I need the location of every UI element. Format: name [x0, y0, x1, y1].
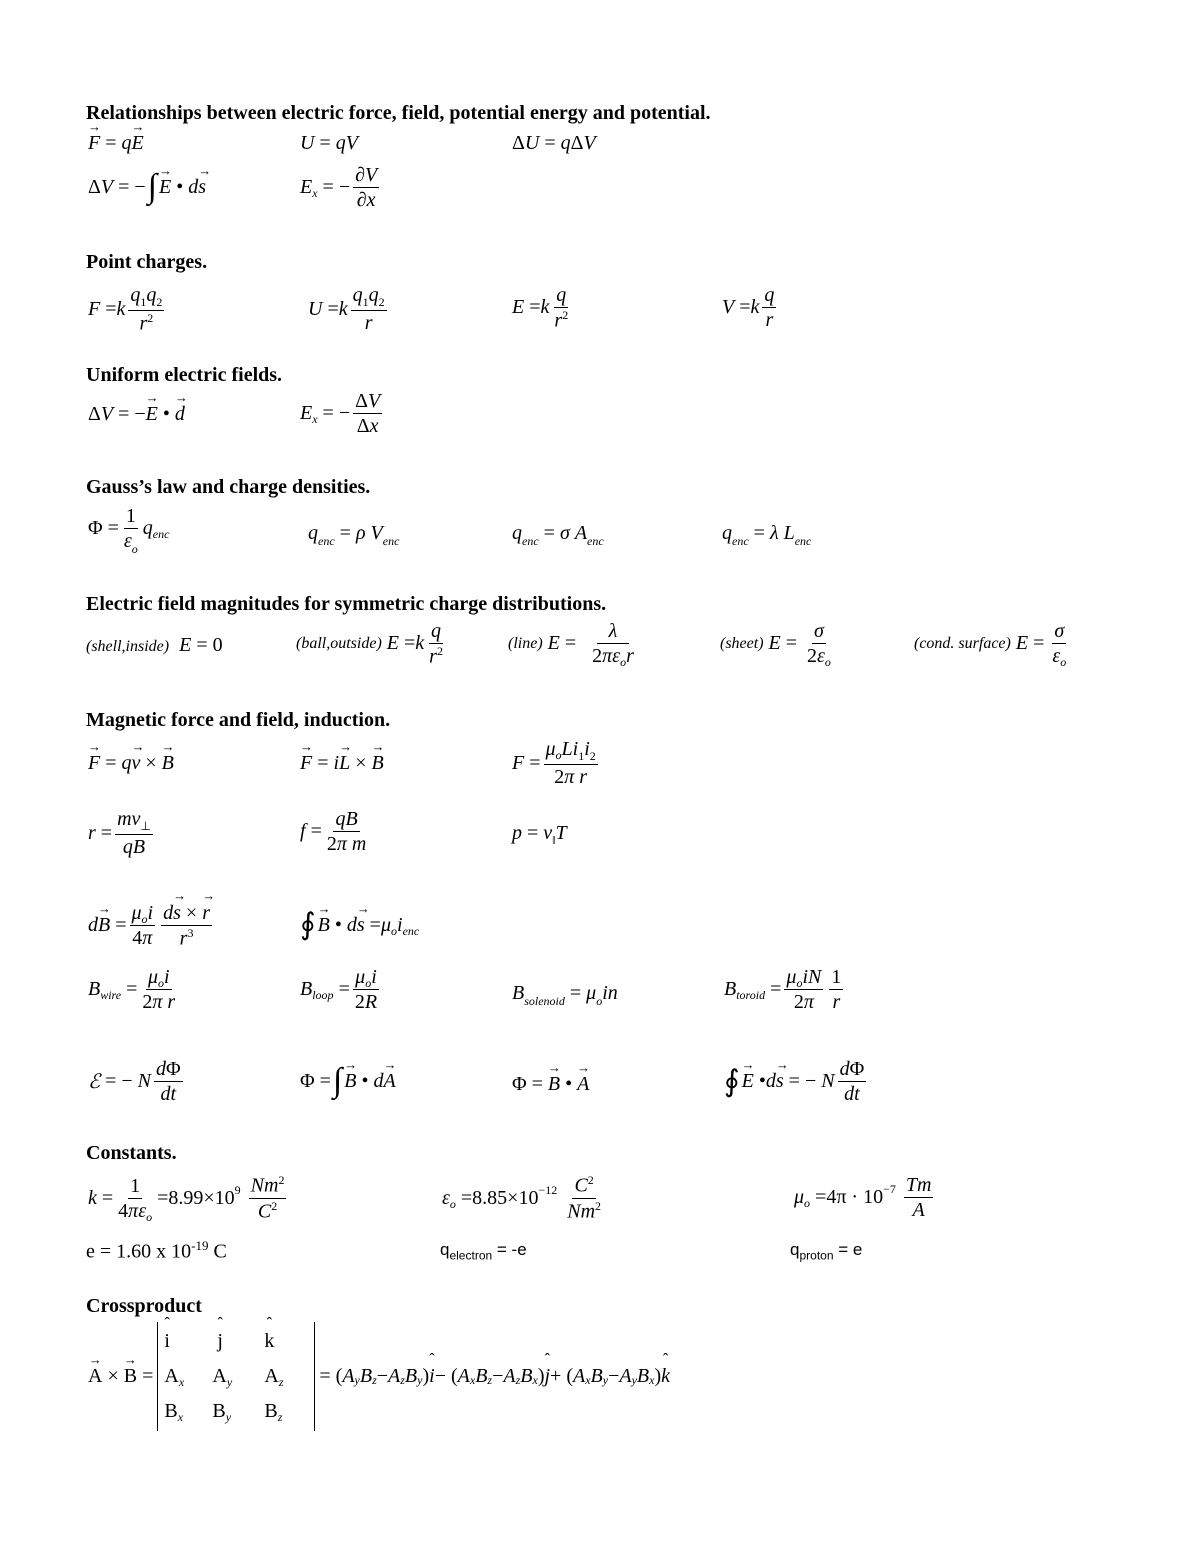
eq-line-field: (line) E = $\frac{\lambda}{2\pi\varepsilon_or}$	[508, 620, 634, 669]
eq-faraday-emf: ℰ = − N $\frac{d\Phi}{dt}$	[88, 1058, 181, 1105]
eq-gauss-flux: Φ = $\frac{1}{\varepsilon_o}$ q enc	[88, 505, 170, 556]
q-electron-sub: electron	[449, 1248, 493, 1263]
eq-ball-outside: (ball,outside) E = k $\frac{q}{r^2}$	[296, 620, 443, 668]
heading-relationships: Relationships between electric force, field, potential energy and potential.	[86, 102, 711, 124]
label-ball-outside: (ball,outside)	[296, 634, 382, 652]
eq-surface-density: $q_{enc} = \sigma$ $A_{enc}$	[512, 522, 604, 548]
eq-wire-force: → F = i→ L × → B	[300, 752, 384, 775]
eq-shell-inside: (shell,inside) E = 0	[86, 634, 223, 656]
q-proton-symbol: q	[790, 1240, 800, 1259]
const-e-text: e = 1.60 x 10	[86, 1240, 192, 1263]
heading-point-charges: Point charges.	[86, 251, 208, 273]
eq-energy-potential: U = qV	[300, 132, 358, 154]
heading-gauss: Gauss’s law and charge densities.	[86, 476, 371, 498]
eq-delta-v-integral: Δ V = − ∫ → E • d → s	[88, 170, 206, 204]
q-proton-sub: proton	[799, 1248, 834, 1263]
label-shell-inside: (shell,inside)	[86, 638, 170, 655]
eq-uniform-delta-v: ΔV = −→ E • → d	[88, 403, 185, 426]
const-eps-exp: −12	[538, 1182, 558, 1197]
label-line: (line)	[508, 634, 543, 652]
const-mu: μ o = 4π · 10 −7 $\frac{Tm}{A}$	[794, 1174, 932, 1221]
eq-lorentz-force: → F = q→ v × → B	[88, 752, 174, 775]
const-mu-value: 4π · 10	[826, 1186, 884, 1208]
eq-point-field: E = k $\frac{q}{r^2}$	[512, 284, 569, 332]
const-k-value: 8.99×10	[168, 1186, 235, 1209]
heading-symmetric: Electric field magnitudes for symmetric charge distributions.	[86, 593, 607, 615]
eq-uniform-ex: E x = − $\frac{\Delta V}{\Delta x}$	[300, 390, 381, 437]
const-q-proton	[790, 1240, 862, 1262]
const-k-exp: 9	[234, 1182, 241, 1197]
eq-ex-derivative: E x = − $\frac{\partial V}{\partial x}$	[300, 164, 378, 211]
eq-cross-product: → A × → B = ˆ i ˆ j ˆ k $A_x$ $A_y$ $A_z$ $B_x$ $B_y$ $B_z$ = ( A y B z − A z B y ) ˆ i − ( A x B z − A z B x ) ˆ j + ( A x B y − A y B x ) ˆ k	[88, 1322, 670, 1431]
q-proton-rhs: = e	[833, 1240, 863, 1259]
eq-conductor-surface: (cond. surface) E = $\frac{\sigma}{\varepsilon_o}$	[914, 620, 1067, 669]
eq-force-field: → F = q→ E	[88, 132, 144, 155]
eq-volume-density: $q_{enc} = \rho$ $V_{enc}$	[308, 522, 400, 548]
const-elementary-charge	[86, 1238, 227, 1264]
const-k: k = $\frac{1}{4\pi\varepsilon_o}$ = 8.99×10 9 $\frac{Nm^2}{C^2}$	[88, 1173, 285, 1224]
eq-b-toroid: B toroid = $\frac{\mu_oiN}{2\pi}$ $\frac{1}{r}$	[724, 966, 842, 1013]
eq-linear-density: $q_{enc} = \lambda$ $L_{enc}$	[722, 522, 812, 548]
eq-cyclotron-frequency: f = $\frac{qB}{\text{2π m}}$	[300, 808, 367, 855]
const-q-electron	[440, 1240, 527, 1262]
heading-constants: Constants.	[86, 1142, 177, 1164]
eq-point-energy: U = k $\frac{q_1q_2}{r}$	[308, 284, 385, 335]
eq-point-potential: V = k $\frac{q}{r}$	[722, 284, 775, 331]
eq-flux-dot: Φ = → B • → A	[512, 1073, 589, 1096]
const-e-exp: -19	[191, 1238, 209, 1253]
eq-flux-integral: Φ = ∫ → B • d → A	[300, 1064, 396, 1098]
eq-sheet-field: (sheet) E = $\frac{\sigma}{2\varepsilon_o}$	[720, 620, 831, 669]
label-cond-surface: (cond. surface)	[914, 634, 1011, 652]
heading-magnetic: Magnetic force and field, induction.	[86, 709, 391, 731]
eq-b-wire: B wire = $\frac{\mu_oi}{\text{2π r}}$	[88, 966, 176, 1013]
const-mu-exp: −7	[883, 1182, 896, 1196]
eq-parallel-wires: F = $\frac{\mu_oLi_1i_2}{\text{2π r}}$	[512, 738, 596, 789]
eq-cyclotron-radius: r = $\frac{mv_\perp}{qB}$	[88, 808, 151, 859]
eq-pitch: $p = v_‖T$	[512, 822, 567, 847]
eq-faraday-integral: ∮ → E • d → s = − N $\frac{d\Phi}{dt}$	[722, 1058, 869, 1105]
const-e-unit: C	[208, 1240, 227, 1263]
eq-b-solenoid: $B_{solenoid} = \mu_oin$	[512, 982, 618, 1008]
eq-coulomb-force: F = k $\frac{q_1q_2}{r^2}$	[88, 284, 163, 335]
eq-b-loop: B loop = $\frac{\mu_oi}{2R}$	[300, 966, 378, 1013]
const-epsilon: ε o = 8.85×10 −12 $\frac{C^2}{Nm^2}$	[442, 1173, 602, 1223]
label-sheet: (sheet)	[720, 634, 764, 652]
q-electron-symbol: q	[440, 1240, 450, 1259]
cross-product-matrix: ˆ i ˆ j ˆ k $A_x$ $A_y$ $A_z$ $B_x$ $B_y$ $B_z$	[157, 1322, 315, 1431]
heading-uniform-fields: Uniform electric fields.	[86, 364, 283, 386]
const-eps-value: 8.85×10	[472, 1186, 539, 1209]
heading-crossproduct: Crossproduct	[86, 1295, 202, 1317]
eq-delta-energy: ΔU = qΔV	[512, 132, 596, 154]
eq-ampere-law: ∮ → B • d → s = μ o i enc	[298, 910, 419, 940]
q-electron-rhs: = -e	[492, 1240, 527, 1259]
eq-biot-savart: d → B = $\frac{\mu_oi}{4\pi}$ $\frac{d\to s \times \to r}{r^3}$	[88, 902, 215, 950]
